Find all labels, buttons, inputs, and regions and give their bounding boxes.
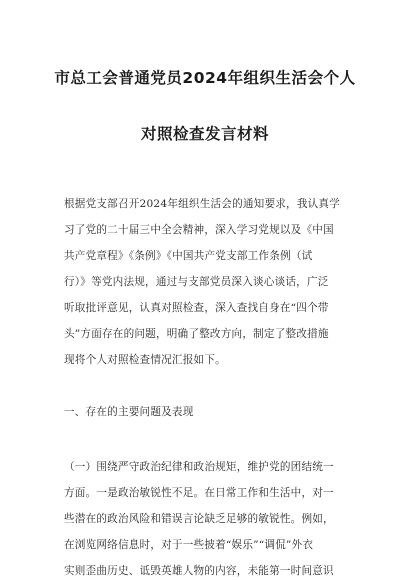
intro-paragraph-line: 习了党的二十届三中全会精神，深入学习党规以及《中国 (64, 224, 334, 236)
intro-paragraph-line: 共产党章程》《条例》《中国共产党支部工作条例（试 (64, 250, 313, 262)
section-paragraph-line: 方面。一是政治敏锐性不足。在日常工作和生活中，对一 (64, 487, 334, 499)
intro-paragraph-line: 听取批评意见，认真对照检查，深入查找自身在“四个带 (64, 302, 329, 314)
document-title-line-1: 市总工会普通党员2024年组织生活会个人 (54, 69, 356, 87)
intro-paragraph-line: 现将个人对照检查情况汇报如下。 (64, 354, 226, 366)
section-heading: 一、存在的主要问题及表现 (64, 406, 194, 418)
intro-paragraph-line: 行）》等党内法规，通过与支部党员深入谈心谈话，广泛 (64, 276, 329, 288)
section-paragraph-line: 在浏览网络信息时，对于一些披着“娱乐”“调侃”外衣 (64, 539, 314, 551)
intro-paragraph-line: 头”方面存在的问题，明确了整改方向，制定了整改措施 (64, 328, 329, 340)
intro-paragraph-line: 根据党支部召开2024年组织生活会的通知要求，我认真学 (64, 198, 341, 210)
section-paragraph-line: 些潜在的政治风险和错误言论缺乏足够的敏锐性。例如， (64, 513, 334, 525)
document-title-line-2: 对照检查发言材料 (140, 125, 269, 143)
section-paragraph-line: 实则歪曲历史、诋毁英雄人物的内容，未能第一时间意识 (64, 565, 334, 577)
section-paragraph-line: （一）围绕严守政治纪律和政治规矩，维护党的团结统一 (64, 461, 334, 473)
